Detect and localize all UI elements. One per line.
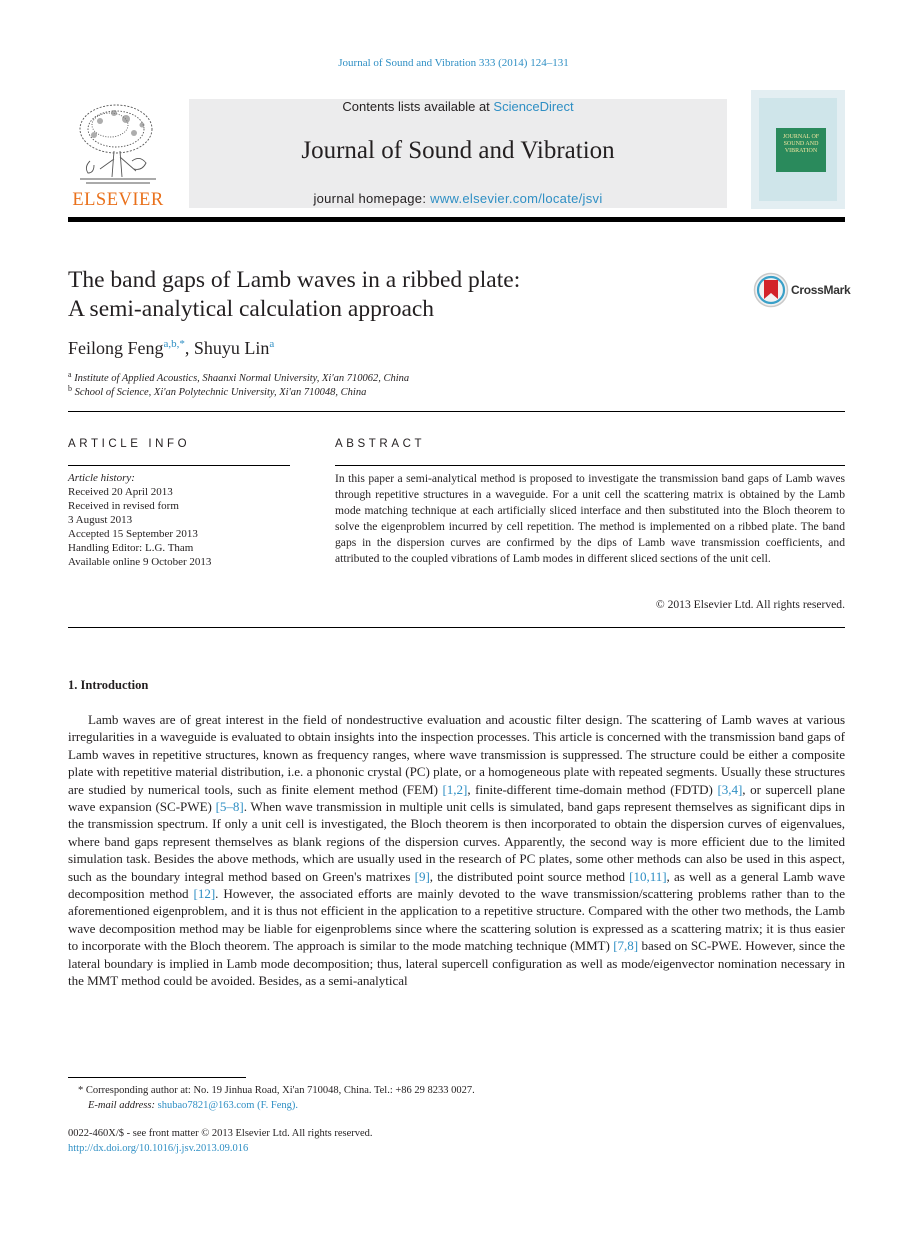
body-text: , the distributed point source method	[429, 868, 630, 884]
email-link[interactable]: shubao7821@163.com (F. Feng).	[157, 1100, 298, 1111]
homepage-prefix: journal homepage:	[313, 191, 431, 206]
body-text: Lamb waves are of great interest in the field of nondestructive evaluation and acoustic filter design. The scattering of Lamb waves at various irregularities in a waveguide is evaluated to obtain insights into the inspection processes. This article is concerned with the transmission band gaps of Lamb waves in repetitive structures, known as frequency ranges, where wave transmission is suppressed. The structure could be either a composite plate with repetitive material distribution, i.e. a phononic crystal (PC) plate, or a homogeneous plate with repeated segments. Usually these structures are studied by numerical tools, such as finite element method (FEM)	[68, 712, 845, 797]
divider	[68, 627, 845, 628]
crossmark-badge[interactable]	[753, 272, 853, 310]
history-item: Accepted 15 September 2013	[68, 528, 198, 540]
front-matter-info	[68, 1126, 373, 1156]
body-text: , or supercell plane wave expansion (SC-PWE)	[68, 781, 845, 815]
email-label: E-mail address:	[88, 1100, 158, 1111]
body-text: , finite-different time-domain method (FDTD)	[467, 781, 718, 797]
footnote-rule	[68, 1077, 246, 1078]
body-text: . However, the associated efforts are mainly devoted to the wave transmission/scattering problems rather than to the aforementioned eigenproblem, and it is thus not efficient in the application to a repetitive structure. Compared with the other two methods, the Lamb wave decomposition method may be liable for eigenproblems since where the scattering solution is expressed as a scattering matrix; it is thus easier to incorporate with the Bloch theorem. The approach is similar to the mode matching technique (MMT)	[68, 886, 846, 954]
elsevier-logo	[68, 99, 168, 209]
article-title	[68, 266, 708, 324]
footnotes	[68, 1083, 475, 1113]
citation-link[interactable]: [7,8]	[613, 938, 639, 954]
corresponding-author-note	[68, 1083, 475, 1098]
citation-link[interactable]: [3,4]	[717, 781, 743, 797]
journal-title: Journal of Sound and Vibration	[301, 137, 615, 164]
citation-link[interactable]: [9]	[414, 868, 430, 884]
abstract-heading: ABSTRACT	[335, 438, 426, 450]
footnote-text: Corresponding author at: No. 19 Jinhua Road, Xi'an 710048, China. Tel.: +86 29 8233 0027.	[83, 1085, 475, 1096]
author-affiliation-marks[interactable]: a,b,*	[163, 338, 185, 350]
history-item: Received 20 April 2013	[68, 486, 173, 498]
author-name[interactable]: Shuyu Lin	[193, 338, 270, 358]
body-text: , as well as a general Lamb wave decomposition method	[68, 868, 845, 902]
affiliation-mark: a	[68, 370, 72, 379]
journal-banner	[189, 99, 727, 208]
history-item: Available online 9 October 2013	[68, 556, 212, 568]
header-rule	[68, 217, 845, 222]
history-label: Article history:	[68, 472, 135, 484]
article-info-heading: ARTICLE INFO	[68, 438, 191, 450]
affiliation-a	[68, 370, 409, 384]
author-list	[68, 338, 274, 359]
cover-title: JOURNAL OF SOUND AND VIBRATION	[782, 134, 820, 154]
email-note	[68, 1098, 475, 1113]
title-line-1: The band gaps of Lamb waves in a ribbed plate:	[68, 267, 521, 293]
contents-prefix: Contents lists available at	[342, 99, 494, 114]
history-item: Handling Editor: L.G. Tham	[68, 542, 194, 554]
divider	[68, 465, 290, 466]
cover-title-block	[776, 128, 826, 172]
doi-link[interactable]: http://dx.doi.org/10.1016/j.jsv.2013.09.016	[68, 1143, 249, 1154]
author-name[interactable]: Feilong Feng	[68, 338, 164, 358]
title-line-2: A semi-analytical calculation approach	[68, 296, 435, 322]
contents-line	[189, 99, 727, 114]
divider	[68, 411, 845, 412]
journal-citation[interactable]: Journal of Sound and Vibration 333 (2014) 124–131	[338, 57, 569, 69]
abstract-copyright: © 2013 Elsevier Ltd. All rights reserved.	[655, 598, 845, 611]
affiliation-text: Institute of Applied Acoustics, Shaanxi Normal University, Xi'an 710062, China	[74, 373, 410, 384]
footnote-mark: *	[78, 1085, 84, 1096]
body-text: . When wave transmission in multiple unit cells is simulated, band gaps represent themselves as significant dips in the transmission spectrum. If only a unit cell is investigated, the Bloch theorem is then incorporated to obtain the dispersion curves of eigenvalues, where band gaps represent themselves as blank regions of the dispersion curves. Apparently, the second way is more efficient due to the limited simulation task. Besides the above methods, which are usually used in the research of PC plates, some other methods can also be used in this aspect, such as the boundary integral method based on Green's matrixes	[68, 799, 845, 884]
homepage-line	[189, 191, 727, 206]
history-item: 3 August 2013	[68, 514, 133, 526]
abstract-text: In this paper a semi-analytical method is proposed to investigate the transmission band gaps of Lamb waves through repetitive structures in a waveguide. For a unit cell the scattering matrix is obtained by the Lamb mode matching technique at each artificially sliced interface and then substituted into the Bloch theorem to solve the eigenproblem incurred by cell repetition. The method is implemented on a ribbed plate. The band gaps in the dispersion curves are confirmed by the dips of Lamb wave transmission coefficients, and attributed to the coupled vibrations of Lamb modes in different sliced sections of the unit cell.	[335, 472, 845, 565]
citation-link[interactable]: [10,11]	[629, 868, 667, 884]
citation-link[interactable]: [1,2]	[442, 781, 468, 797]
citation-link[interactable]: [12]	[193, 886, 216, 902]
elsevier-wordmark: ELSEVIER	[72, 190, 164, 210]
sciencedirect-link[interactable]: ScienceDirect	[493, 99, 574, 114]
issn-line: 0022-460X/$ - see front matter © 2013 Elsevier Ltd. All rights reserved.	[68, 1128, 373, 1139]
journal-cover-thumbnail	[751, 90, 845, 209]
author-affiliation-marks[interactable]: a	[269, 338, 275, 350]
intro-paragraph	[68, 711, 845, 990]
cover-panel	[759, 98, 837, 201]
history-item: Received in revised form	[68, 500, 179, 512]
divider	[335, 465, 845, 466]
affiliation-mark: b	[68, 384, 72, 393]
affiliation-text: School of Science, Xi'an Polytechnic University, Xi'an 710048, China	[74, 387, 367, 398]
body-text: based on SC-PWE. However, since the lateral boundary is implied in Lamb mode decomposition; thus, lateral supercell configuration as well as mode/eigenvector nomination necessary in the MMT method could be avoided. Besides, as a semi-analytical	[68, 938, 845, 989]
crossmark-label: CrossMark	[791, 283, 851, 297]
elsevier-tree-icon	[70, 99, 166, 187]
affiliation-b	[68, 384, 366, 398]
crossmark-icon	[753, 272, 789, 308]
article-history	[68, 471, 211, 569]
section-heading: 1. Introduction	[68, 678, 149, 692]
author-separator: ,	[184, 338, 194, 358]
citation-link[interactable]: [5–8]	[215, 799, 244, 815]
homepage-link[interactable]: www.elsevier.com/locate/jsvi	[430, 191, 603, 206]
